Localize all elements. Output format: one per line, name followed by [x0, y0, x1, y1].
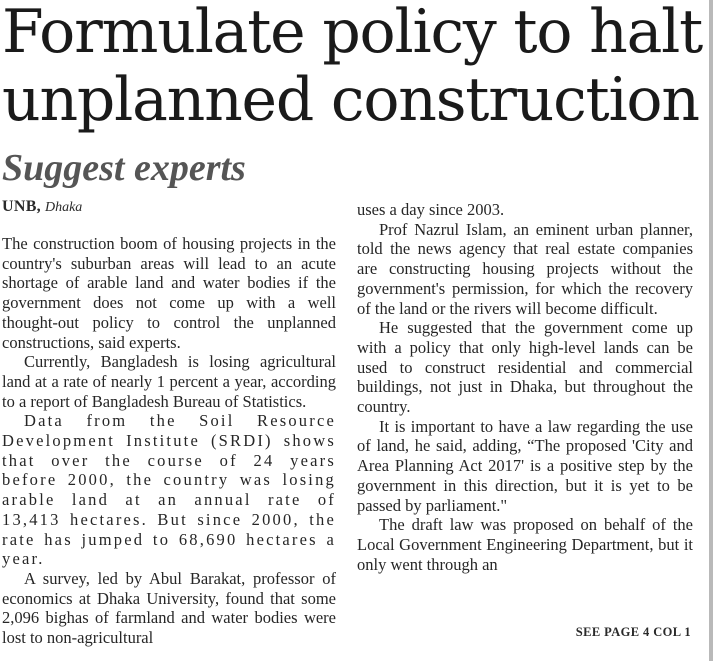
paragraph-5: uses a day since 2003. [357, 200, 505, 219]
paragraph-2: Currently, Bangladesh is losing agricultural land at a rate of nearly 1 percent a year, according to a report of Bangladesh Bureau of Statistics. [2, 352, 336, 411]
paragraph-1: The construction boom of housing projects in the country's suburban areas will lead to an acute shortage of arable land and water bodies if the government does not come up with a well thought-out policy to control the unplanned constructions, said experts. [2, 234, 336, 352]
byline [2, 198, 82, 216]
left-column [2, 234, 336, 648]
byline-place: Dhaka [44, 200, 83, 215]
paragraph-7: He suggested that the government come up with a policy that only high-level lands can be used to construct residential and commercial buildings, not just in Dhaka, but throughout the country. [357, 318, 693, 417]
paragraph-8: It is important to have a law regarding the use of land, he said, adding, “The proposed 'City and Area Planning Act 2017' is a positive step by the government in this direction, but it is yet to be passed by parliament." [357, 416, 693, 515]
subheadline: Suggest experts [2, 147, 246, 189]
headline-line-2: unplanned construction [2, 65, 699, 135]
headline-line-1: Formulate policy to halt [2, 0, 703, 67]
right-column [357, 200, 693, 574]
headline [2, 0, 702, 134]
paragraph-6: Prof Nazrul Islam, an eminent urban planner, told the news agency that real estate companies are constructing housing projects without the government's permission, for which the recovery of the land or the rivers will become difficult. [357, 219, 693, 318]
paragraph-3: Data from the Soil Resource Development Institute (SRDI) shows that over the course of 24 years before 2000, the country was losing arable land at an annual rate of 13,413 hectares. But since 2000, the rate has jumped to 68,690 hectares a year. [2, 411, 336, 569]
page-edge-rule [709, 0, 713, 661]
byline-agency: UNB, [2, 198, 41, 215]
paragraph-9: The draft law was proposed on behalf of the Local Government Engineering Department, but it only went through an [357, 515, 693, 574]
continuation-note[interactable]: SEE PAGE 4 COL 1 [575, 625, 691, 639]
paragraph-4: A survey, led by Abul Barakat, professor of economics at Dhaka University, found that some 2,096 bighas of farmland and water bodies were lost to non-agricultural [2, 568, 336, 648]
